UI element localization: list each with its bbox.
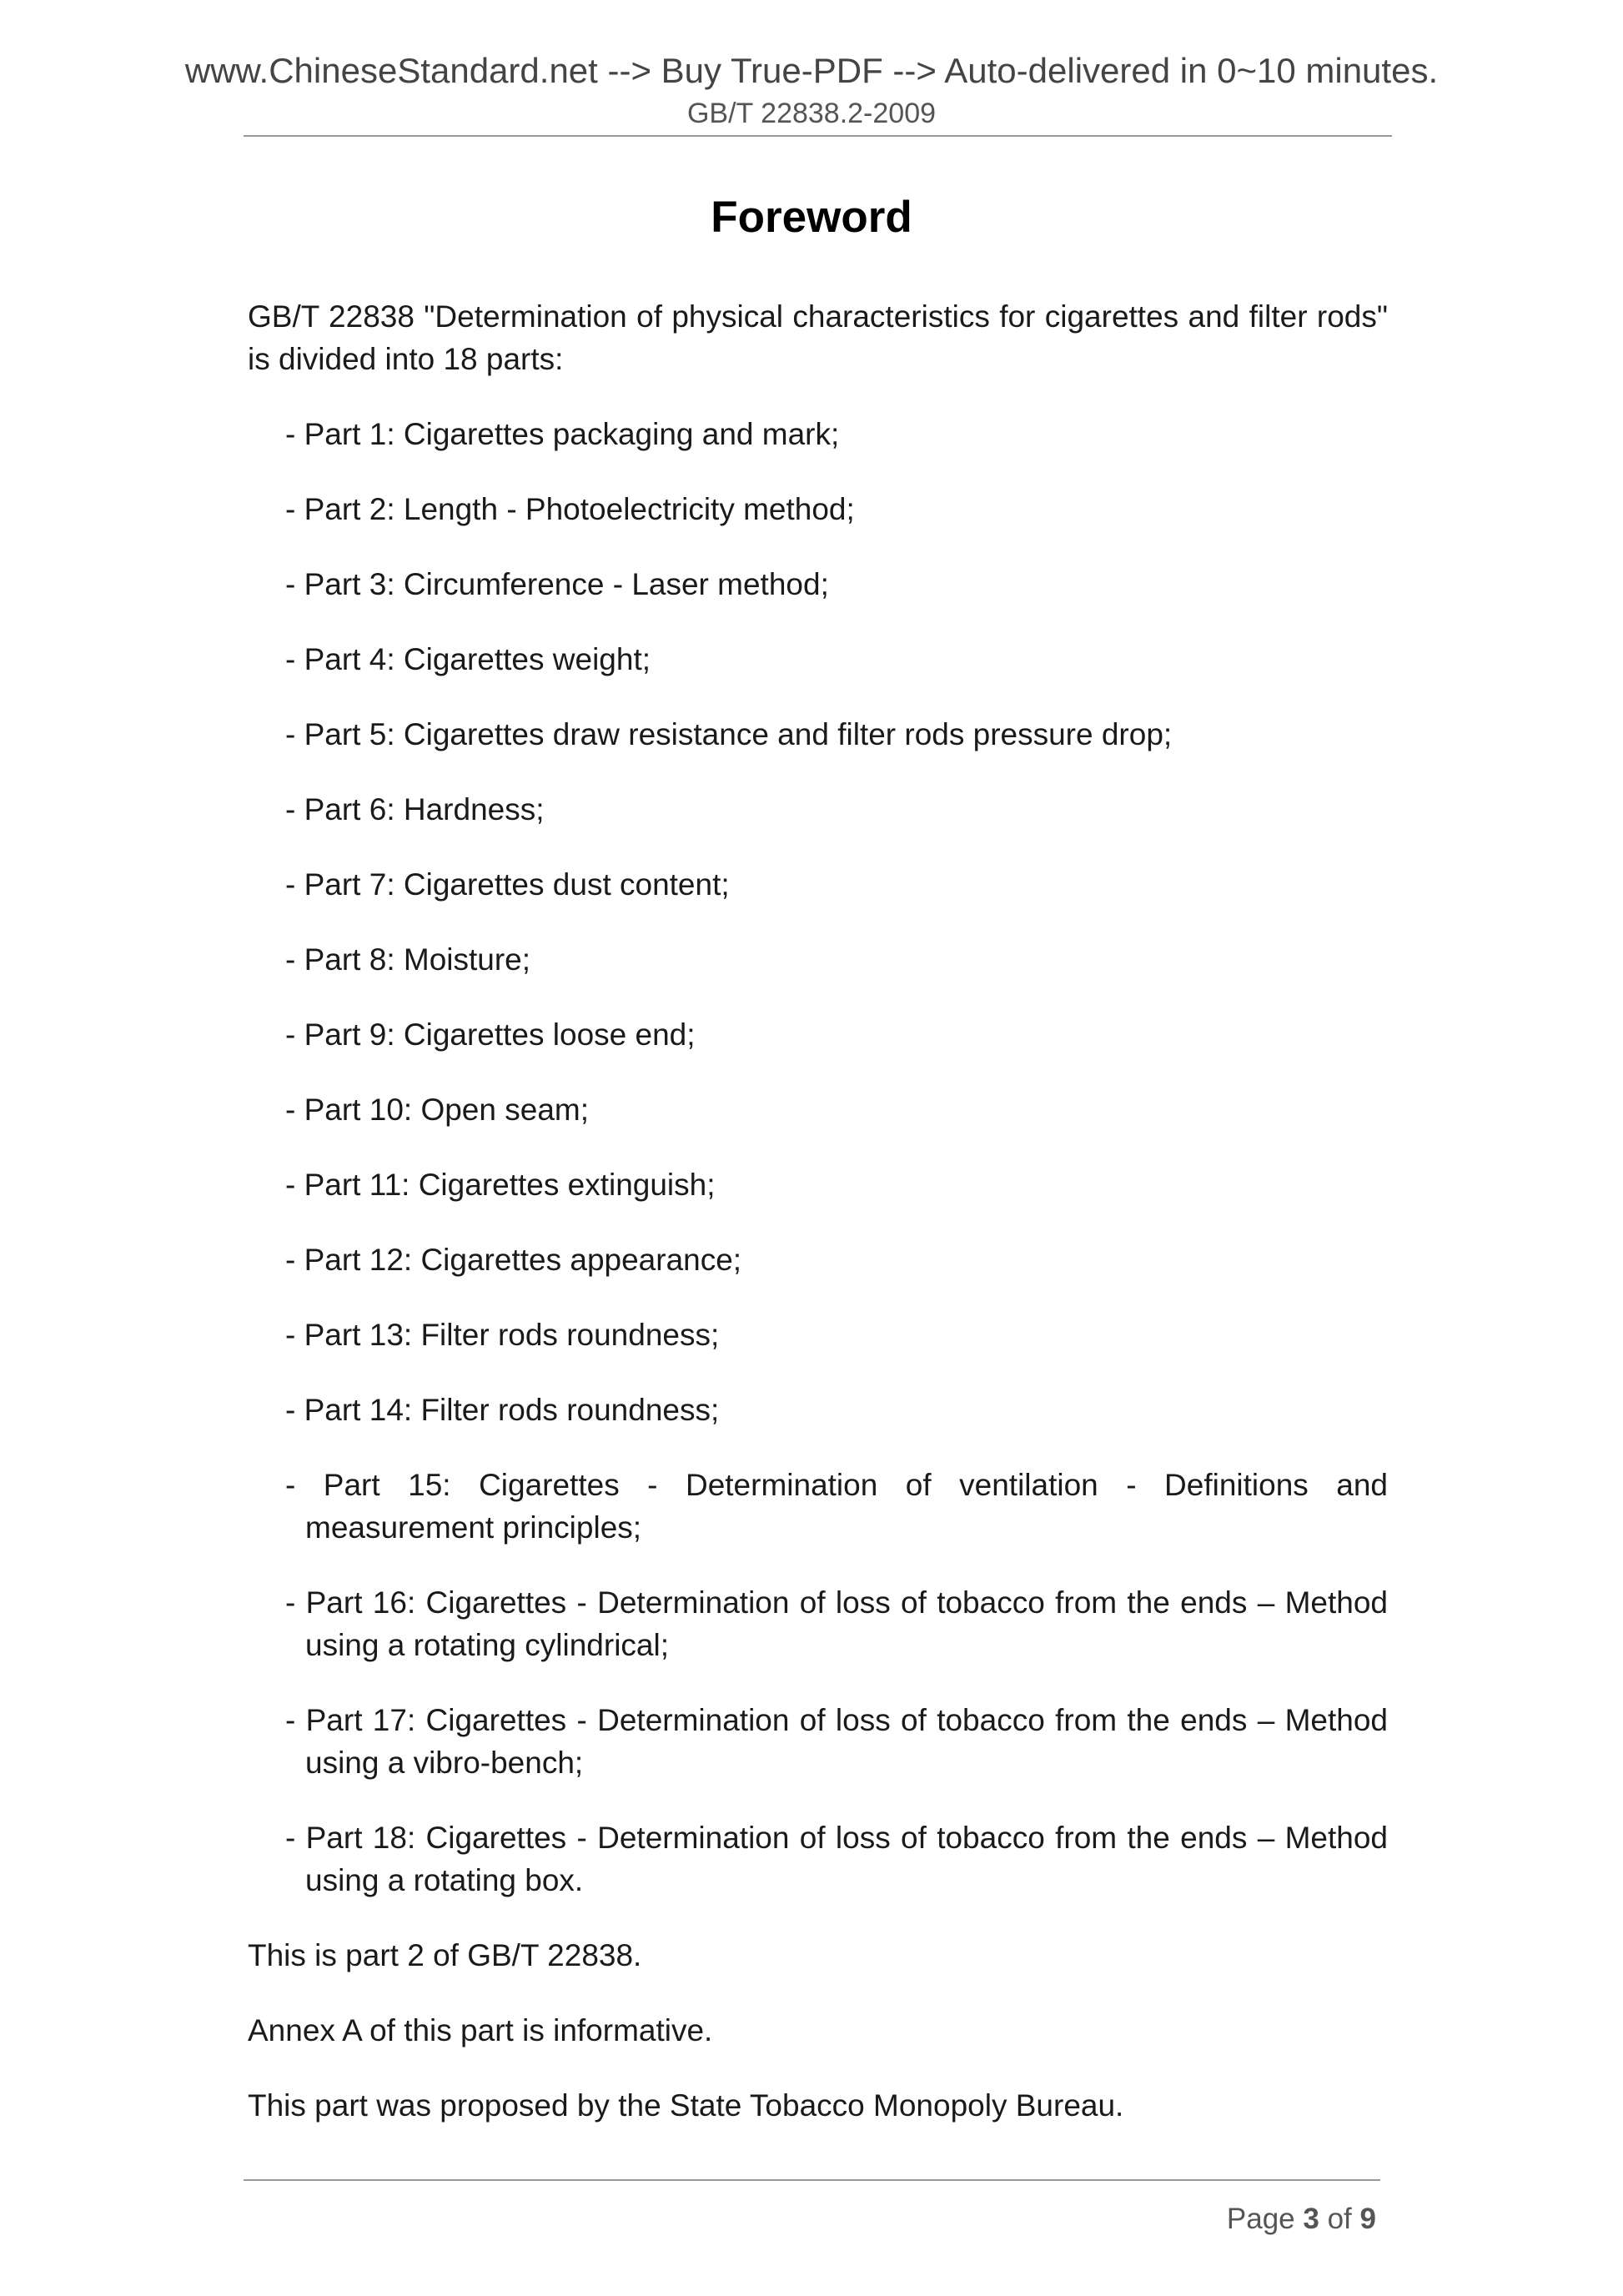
footer-divider xyxy=(244,2179,1380,2181)
list-item: - Part 10: Open seam; xyxy=(285,1093,590,1127)
list-item: - Part 8: Moisture; xyxy=(285,942,531,977)
document-code: GB/T 22838.2-2009 xyxy=(686,98,937,129)
list-item: - Part 11: Cigarettes extinguish; xyxy=(285,1168,716,1202)
document-body xyxy=(248,295,1388,2159)
list-item: - Part 17: Cigarettes - Determination of loss of tobacco from the ends – Method using a vibro-bench; xyxy=(285,1703,1388,1780)
list-item: - Part 3: Circumference - Laser method; xyxy=(285,567,829,601)
list-item: - Part 4: Cigarettes weight; xyxy=(285,642,651,676)
intro-paragraph: GB/T 22838 "Determination of physical characteristics for cigarettes and filter rods" is divided into 18 parts: xyxy=(248,299,1388,376)
list-item: - Part 1: Cigarettes packaging and mark; xyxy=(285,417,840,451)
page-total: 9 xyxy=(1359,2203,1376,2235)
list-item: - Part 16: Cigarettes - Determination of loss of tobacco from the ends – Method using a rotating cylindrical; xyxy=(285,1585,1388,1662)
list-item: - Part 15: Cigarettes - Determination of ventilation - Definitions and measurement principles; xyxy=(285,1468,1388,1545)
list-item: - Part 7: Cigarettes dust content; xyxy=(285,867,730,902)
of-label: of xyxy=(1327,2203,1352,2235)
site-banner: www.ChineseStandard.net --> Buy True-PDF --> Auto-delivered in 0~10 minutes. xyxy=(184,51,1439,90)
closing-paragraph: This part was proposed by the State Tobacco Monopoly Bureau. xyxy=(248,2088,1124,2123)
list-item: - Part 9: Cigarettes loose end; xyxy=(285,1017,696,1052)
list-item: - Part 6: Hardness; xyxy=(285,792,545,826)
list-item: - Part 14: Filter rods roundness; xyxy=(285,1393,720,1427)
list-item: - Part 18: Cigarettes - Determination of loss of tobacco from the ends – Method using a rotating box. xyxy=(285,1821,1388,1897)
header-divider xyxy=(244,135,1392,137)
list-item: - Part 2: Length - Photoelectricity method; xyxy=(285,492,855,526)
page-current: 3 xyxy=(1303,2203,1319,2235)
page-label: Page xyxy=(1226,2203,1295,2235)
page-number xyxy=(1227,2200,1376,2238)
closing-paragraph: Annex A of this part is informative. xyxy=(248,2013,713,2047)
list-item: - Part 13: Filter rods roundness; xyxy=(285,1318,720,1352)
page-title: Foreword xyxy=(711,193,912,242)
list-item: - Part 5: Cigarettes draw resistance and filter rods pressure drop; xyxy=(285,717,1173,751)
closing-paragraph: This is part 2 of GB/T 22838. xyxy=(248,1938,642,1972)
list-item: - Part 12: Cigarettes appearance; xyxy=(285,1243,742,1277)
